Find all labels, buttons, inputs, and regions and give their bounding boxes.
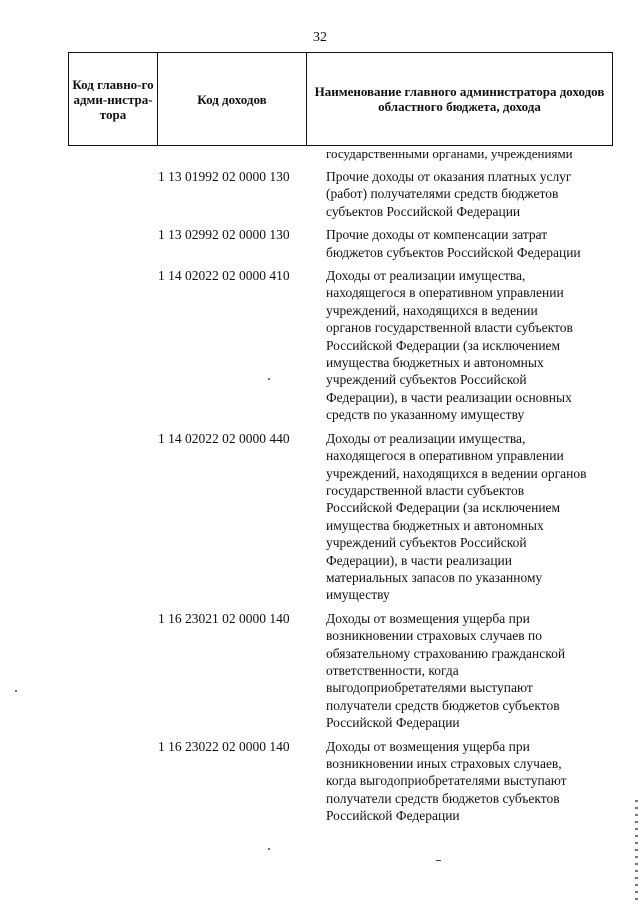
table-row — [158, 738, 618, 825]
table-row — [158, 226, 618, 261]
table-row — [158, 610, 618, 732]
header-admin-code: Код главно-го адми-нистра-тора — [69, 53, 158, 146]
income-description: Доходы от реализации имущества, находящегося в оперативном управлении учреждений, находящихся в ведении органов государственной власти субъектов Российской Федерации (за исключением имущества бюджетных и автономных учреждений субъектов Российской Федерации), в части реализации материальных запасов по указанному имуществу — [326, 430, 587, 603]
income-code: 1 13 01992 02 0000 130 — [158, 169, 290, 184]
header-income-code: Код доходов — [158, 53, 307, 146]
scan-speck — [15, 690, 17, 692]
income-rows — [158, 168, 618, 831]
table-header — [68, 52, 613, 146]
income-code: 1 14 02022 02 0000 410 — [158, 268, 290, 284]
table-row — [158, 430, 618, 604]
income-description: Доходы от возмещения ущерба при возникновении страховых случаев по обязательному страхованию гражданской ответственности, когда выгодоприобретателями выступают получатели средств бюджетов субъектов Российской Федерации — [326, 610, 566, 731]
scan-speck — [436, 860, 441, 861]
scan-edge-marks — [635, 800, 638, 905]
scan-speck — [268, 378, 270, 380]
header-row — [69, 53, 613, 146]
continuation-text: государственными органами, учреждениями — [326, 146, 573, 161]
income-description: Прочие доходы от оказания платных услуг (работ) получателями средств бюджетов субъектов Российской Федерации — [326, 169, 572, 219]
income-description: Прочие доходы от компенсации затрат бюджетов субъектов Российской Федерации — [326, 227, 581, 260]
income-description: Доходы от возмещения ущерба при возникновении иных страховых случаев, когда выгодоприобретателями выступают получатели средств бюджетов субъектов Российской Федерации — [326, 738, 567, 824]
income-description: Доходы от реализации имущества, находящегося в оперативном управлении учреждений, находящихся в ведении органов государственной власти субъектов Российской Федерации (за исключением имущества бюджетных и автономных учреждений субъектов Российской Федерации), в части реализации основных средств по указанному имуществу — [326, 268, 573, 423]
scan-speck — [268, 848, 270, 850]
income-code: 1 16 23022 02 0000 140 — [158, 738, 290, 754]
page-number: 32 — [313, 30, 327, 45]
income-code: 1 14 02022 02 0000 440 — [158, 430, 290, 446]
income-code: 1 13 02992 02 0000 130 — [158, 227, 290, 243]
table-row — [158, 267, 618, 424]
table-row — [158, 168, 618, 220]
header-admin-name: Наименование главного администратора доходов областного бюджета, дохода — [307, 53, 613, 146]
income-code: 1 16 23021 02 0000 140 — [158, 610, 290, 626]
